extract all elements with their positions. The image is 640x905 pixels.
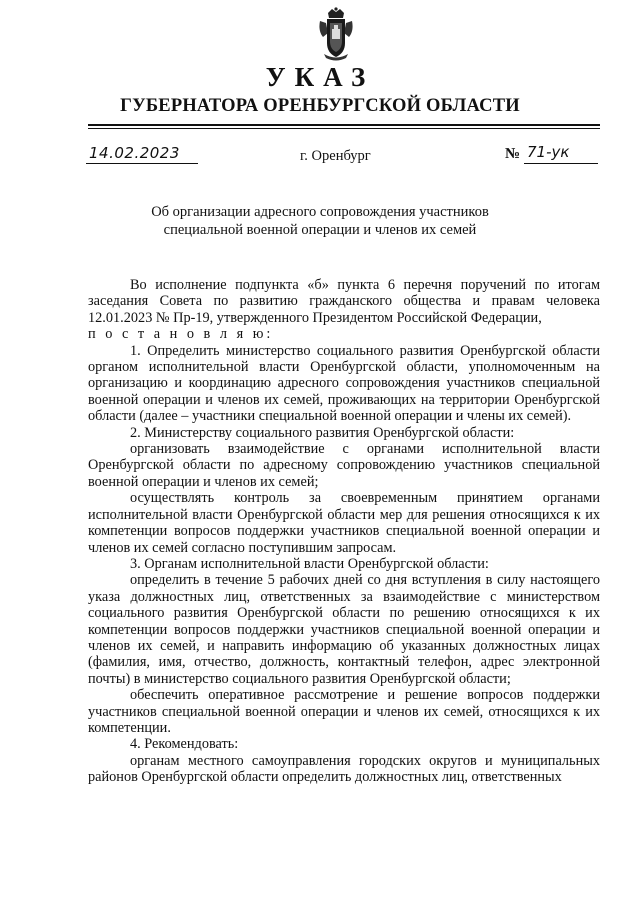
- clause-1: 1. Определить министерство социального развития Оренбургской области органом исполнительной власти Оренбургской области, уполномоченным на организацию и координацию адресного сопровождения участников специальной военной операции и членов их семей, проживающих на территории Оренбургской области (далее – участники специальной военной операции и члены их семей).: [88, 342, 600, 425]
- decree-body: [88, 277, 600, 786]
- header-divider-thin: [88, 128, 600, 129]
- clause-4-item: органам местного самоуправления городских округов и муниципальных районов Оренбургской области определить должностных лиц, ответственных: [88, 752, 600, 786]
- number-label: №: [505, 146, 521, 162]
- decree-number: 71-ук: [527, 143, 570, 161]
- document-title-line: специальной военной операции и членов их семей: [163, 222, 477, 238]
- resolve-word: п о с т а н о в л я ю:: [88, 326, 274, 343]
- preamble-paragraph: Во исполнение подпункта «б» пункта 6 перечня поручений по итогам заседания Совета по развитию гражданского общества и правам человека 12.01.2023 № Пр-19, утвержденного Президентом Российской Федерации,: [88, 277, 600, 326]
- date-underline: [86, 163, 198, 164]
- clause-2-item: организовать взаимодействие с органами исполнительной власти Оренбургской области по адресному сопровождению участников специальной военной операции и членов их семей;: [88, 441, 600, 490]
- clause-4-heading: 4. Рекомендовать:: [130, 736, 239, 753]
- decree-date: 14.02.2023: [89, 144, 180, 162]
- clause-3-heading: 3. Органам исполнительной власти Оренбургской области:: [130, 555, 489, 572]
- decree-city: г. Оренбург: [300, 148, 371, 164]
- clause-2-heading: 2. Министерству социального развития Оренбургской области:: [130, 424, 515, 441]
- document-type: УКАЗ: [265, 62, 375, 92]
- header-divider-thick: [88, 124, 600, 126]
- number-underline: [524, 163, 598, 164]
- document-title: [0, 203, 640, 239]
- clause-3-item: обеспечить оперативное рассмотрение и решение вопросов поддержки участников специальной военной операции и членов их семей, относящихся к их компетенции.: [88, 687, 600, 736]
- clause-2-item: осуществлять контроль за своевременным принятием органами исполнительной власти Оренбургской области мер для решения относящихся к их компетенции вопросов поддержки участников специальной военной операции и членов их семей согласно поступившим запросам.: [88, 490, 600, 556]
- clause-3-item: определить в течение 5 рабочих дней со дня вступления в силу настоящего указа должностных лиц, ответственных за взаимодействие с министерством социального развития Оренбургской области по решению относящихся к их компетенции вопросов поддержки участников специальной военной операции и членов их семей, и направить информацию об указанных должностных лицах (фамилия, имя, отчество, должность, контактный телефон, адрес электронной почты) в министерство социального развития Оренбургской области;: [88, 572, 600, 687]
- document-title-line: Об организации адресного сопровождения участников: [151, 204, 489, 220]
- coat-of-arms-icon: [316, 7, 356, 61]
- issuer-title: ГУБЕРНАТОРА ОРЕНБУРГСКОЙ ОБЛАСТИ: [120, 96, 520, 116]
